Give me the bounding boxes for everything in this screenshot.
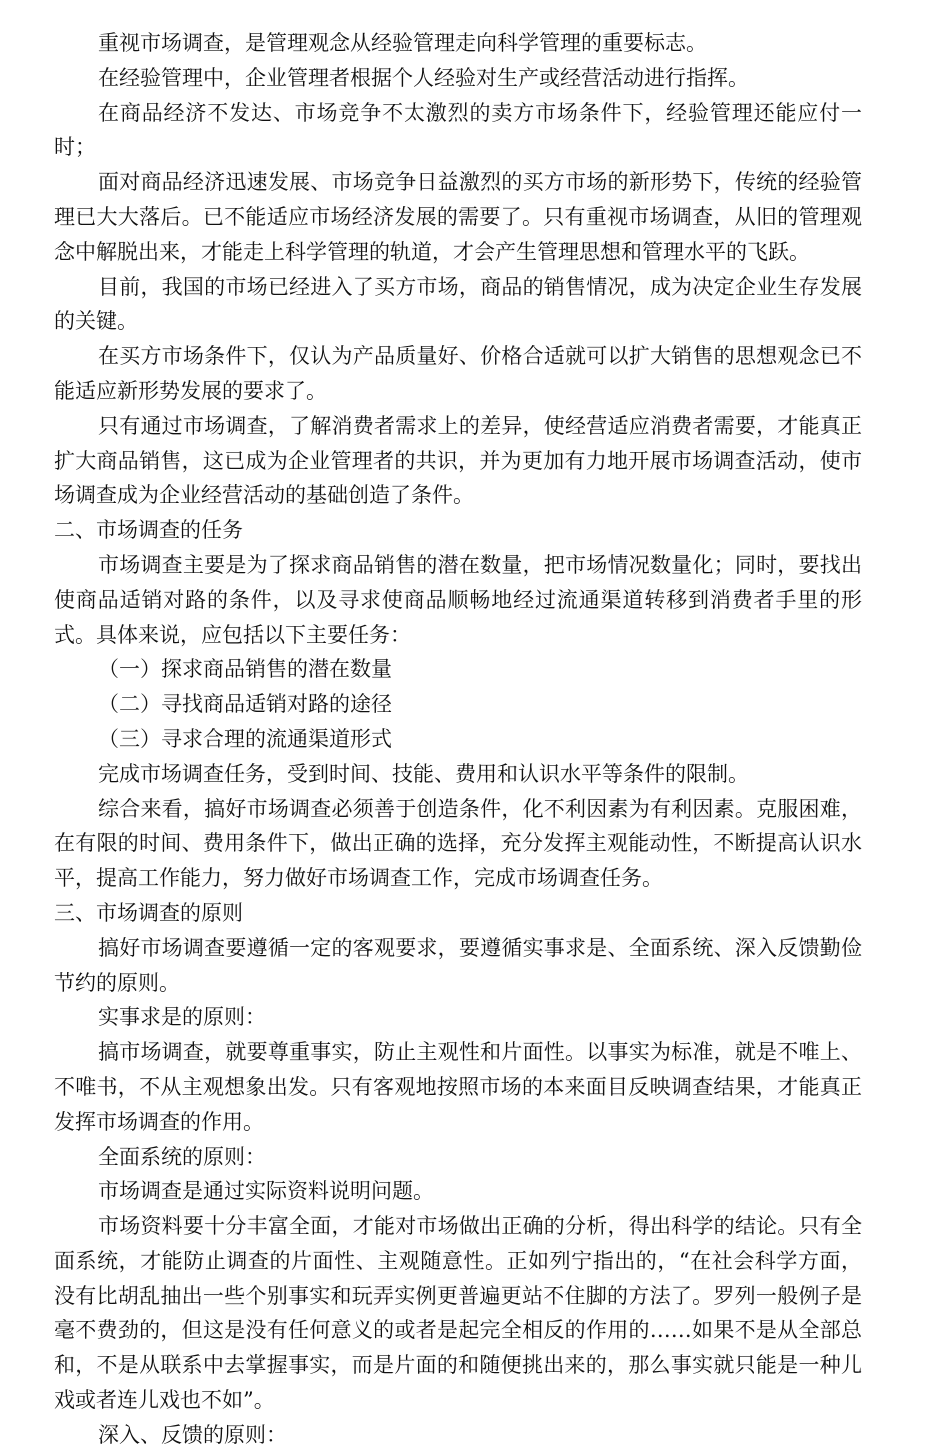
paragraph: 市场资料要十分丰富全面，才能对市场做出正确的分析，得出科学的结论。只有全面系统，才能防止调查的片面性、主观随意性。正如列宁指出的，“在社会科学方面，没有比胡乱抽出一些个别事实和玩弄实例更普遍更站不住脚的方法了。罗列一般例子是毫不费劲的，但这是没有任何意义的或者是起完全相反的作用的……如果不是从全部总和，不是从联系中去掌握事实，而是片面的和随便挑出来的，那么事实就只能是一种儿戏或者连儿戏也不如”。 [54, 1214, 862, 1413]
paragraph: 搞好市场调查要遵循一定的客观要求，要遵循实事求是、全面系统、深入反馈勤俭节约的原则。 [54, 935, 862, 995]
paragraph: 目前，我国的市场已经进入了买方市场，商品的销售情况，成为决定企业生存发展的关键。 [54, 274, 862, 334]
paragraph: 市场调查是通过实际资料说明问题。 [98, 1179, 434, 1204]
paragraph: 只有通过市场调查，了解消费者需求上的差异，使经营适应消费者需要，才能真正扩大商品销售，这已成为企业管理者的共识，并为更加有力地开展市场调查活动，使市场调查成为企业经营活动的基础创造了条件。 [54, 413, 862, 508]
paragraph: 综合来看，搞好市场调查必须善于创造条件，化不利因素为有利因素。克服困难，在有限的时间、费用条件下，做出正确的选择，充分发挥主观能动性，不断提高认识水平，提高工作能力，努力做好市场调查工作，完成市场调查任务。 [54, 796, 862, 891]
section-heading: 三、市场调查的原则 [54, 900, 243, 925]
paragraph: 面对商品经济迅速发展、市场竞争日益激烈的买方市场的新形势下，传统的经验管理已大大落后。已不能适应市场经济发展的需要了。只有重视市场调查，从旧的管理观念中解脱出来，才能走上科学管理的轨道，才会产生管理思想和管理水平的飞跃。 [54, 170, 862, 264]
paragraph: 完成市场调查任务，受到时间、技能、费用和认识水平等条件的限制。 [98, 761, 749, 786]
list-item: （二）寻找商品适销对路的途径 [98, 692, 392, 717]
subheading-paragraph: 深入、反馈的原则： [98, 1422, 287, 1447]
paragraph: 重视市场调查，是管理观念从经验管理走向科学管理的重要标志。 [98, 31, 707, 55]
section-heading: 二、市场调查的任务 [54, 518, 243, 543]
document-page [54, 26, 862, 1453]
subheading-paragraph: 全面系统的原则： [98, 1144, 266, 1169]
paragraph: 在经验管理中，企业管理者根据个人经验对生产或经营活动进行指挥。 [98, 65, 749, 90]
list-item: （一）探求商品销售的潜在数量 [98, 657, 392, 682]
subheading-paragraph: 实事求是的原则： [98, 1005, 266, 1030]
list-item: （三）寻求合理的流通渠道形式 [98, 726, 392, 751]
paragraph: 在商品经济不发达、市场竞争不太激烈的卖方市场条件下，经验管理还能应付一时； [54, 100, 862, 160]
paragraph: 在买方市场条件下，仅认为产品质量好、价格合适就可以扩大销售的思想观念已不能适应新形势发展的要求了。 [54, 344, 862, 403]
paragraph: 市场调查主要是为了探求商品销售的潜在数量，把市场情况数量化；同时，要找出使商品适销对路的条件，以及寻求使商品顺畅地经过流通渠道转移到消费者手里的形式。具体来说，应包括以下主要任务： [54, 552, 862, 647]
paragraph: 搞市场调查，就要尊重事实，防止主观性和片面性。以事实为标准，就是不唯上、不唯书，不从主观想象出发。只有客观地按照市场的本来面目反映调查结果，才能真正发挥市场调查的作用。 [54, 1040, 862, 1134]
